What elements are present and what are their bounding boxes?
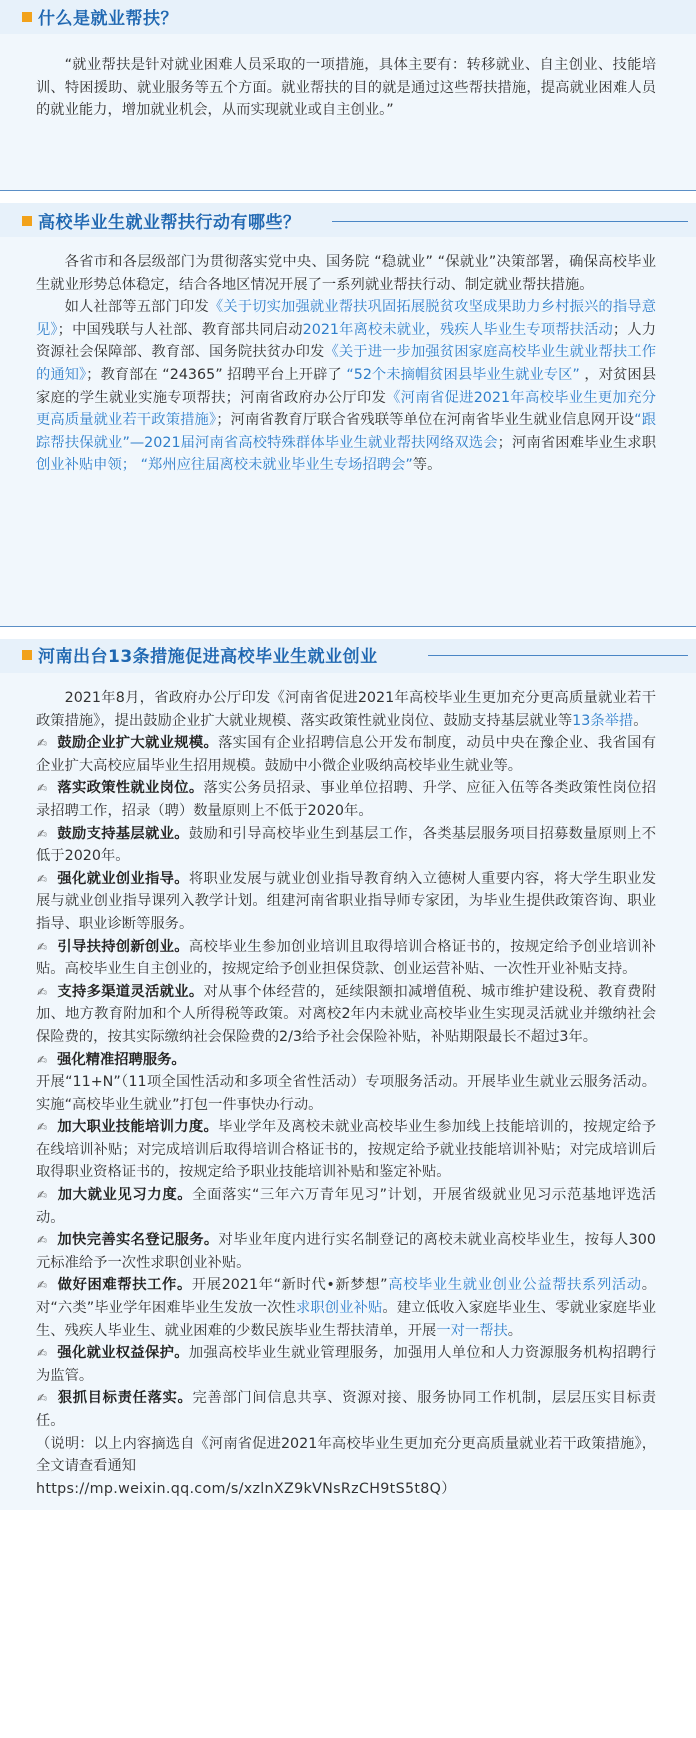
measure-heading: 强化精准招聘服务。 [57, 1051, 186, 1068]
inline-text: 加强高校毕业生就业管理服务，加强用人单位和人力资源服务机构招聘行为监管。 [36, 1345, 657, 1384]
inline-link[interactable]: 高校毕业生就业创业公益帮扶系列活动 [387, 1277, 642, 1294]
hand-pointer-icon: ✍ [37, 781, 48, 796]
measure-item [36, 1184, 656, 1229]
inline-link[interactable]: 《关于切实加强就业帮扶巩固拓展脱贫攻坚成果助力乡村振兴的指导意见》 [36, 299, 657, 338]
actions-paragraph-1: 各省市和各层级部门为贯彻落实党中央、国务院 “稳就业” “保就业”决策部署，确保高校毕业生就业形势总体稳定，结合各地区情况开展了一系列就业帮扶行动、制定就业帮扶措施。 [36, 254, 656, 293]
inline-text: 开展2021年“新时代•新梦想” [191, 1277, 388, 1294]
measure-item [36, 823, 656, 868]
measure-heading: 引导扶持创新创业。 [57, 938, 189, 955]
inline-link[interactable]: 2021年离校未就业，残疾人毕业生专项帮扶活动 [302, 321, 613, 338]
measure-heading: 加大就业见习力度。 [57, 1187, 193, 1204]
hand-pointer-icon: ✍ [37, 736, 48, 751]
section-body [0, 237, 696, 626]
inline-text: 。 [507, 1322, 523, 1339]
hand-pointer-icon: ✍ [37, 1346, 48, 1361]
inline-text: ；人力资源社会保障部、教育部、国务院扶贫办印发 [36, 321, 657, 361]
inline-link[interactable]: 《河南省促进2021年高校毕业生更加充分更高质量就业若干政策措施》 [36, 389, 656, 429]
measure-item [36, 1274, 656, 1342]
measure-heading: 鼓励企业扩大就业规模。 [57, 735, 219, 752]
measure-heading: 做好困难帮扶工作。 [57, 1277, 192, 1294]
measure-item [36, 1342, 656, 1387]
inline-text: 落实公务员招录、事业单位招聘、升学、应征入伍等各类政策性岗位招录招聘工作，招录（聘）数量原则上不低于2020年。 [36, 780, 657, 819]
measure-heading: 强化就业创业指导。 [57, 870, 189, 887]
section-header [0, 639, 696, 673]
inline-link[interactable]: “52个未摘帽贫困县毕业生就业专区” [346, 366, 580, 383]
title-rule [428, 655, 688, 656]
inline-text: 2021年8月，省政府办公厅印发《河南省促进2021年高校毕业生更加充分更高质量就业若干政策措施》，提出鼓励企业扩大就业规模、落实政策性就业岗位、鼓励支持基层就业等 [36, 690, 656, 729]
inline-text: ；河南省困难毕业生求职 [497, 434, 656, 451]
measure-item [36, 868, 656, 936]
measure-heading: 落实政策性就业岗位。 [57, 780, 204, 797]
title-rule [332, 221, 688, 222]
inline-link[interactable]: “跟踪帮扶保就业”—2021届河南省高校特殊群体毕业生就业帮扶网络双选会 [36, 412, 656, 451]
inline-text: 。对“六类”毕业学年困难毕业生发放一次性 [36, 1277, 656, 1317]
section-graduate-assistance-actions [0, 203, 696, 627]
hand-pointer-icon: ✍ [37, 1391, 48, 1406]
hand-pointer-icon: ✍ [37, 1052, 48, 1067]
inline-text: 对从事个体经营的，延续限额扣减增值税、城市维护建设税、教育费附加、地方教育附加和个人所得税等政策。对离校2年内未就业高校毕业生实现灵活就业并缴纳社会保险费的，按其实际缴纳社会保险费的2/3给予社会保险补贴，补贴期限最长不超过3年。 [36, 983, 657, 1045]
inline-text: 。 [633, 712, 648, 729]
section-header [0, 203, 696, 237]
measures-list [36, 732, 656, 1432]
section-title: 什么是就业帮扶？ [38, 9, 178, 29]
hand-pointer-icon: ✍ [37, 1233, 48, 1248]
inline-link[interactable]: 创业补贴申领； “郑州应往届离校未就业毕业生专场招聘会” [36, 457, 413, 474]
inline-text: ，对贫困县家庭的学生就业实施专项帮扶；河南省政府办公厅印发 [36, 366, 656, 406]
measure-item [36, 732, 656, 777]
hand-pointer-icon: ✍ [37, 939, 48, 954]
measure-heading: 鼓励支持基层就业。 [57, 825, 189, 842]
hand-pointer-icon: ✍ [37, 984, 48, 999]
inline-link[interactable]: 《关于进一步加强贫困家庭高校毕业生就业帮扶工作的通知》 [36, 344, 657, 383]
section-body [0, 673, 696, 1510]
measure-heading: 支持多渠道灵活就业。 [57, 983, 204, 1000]
measure-item [36, 777, 656, 822]
bullet-square-icon [22, 650, 32, 660]
inline-text: 如人社部等五部门印发 [64, 299, 209, 316]
measure-heading: 加大职业技能培训力度。 [57, 1119, 219, 1136]
definition-paragraph: “就业帮扶是针对就业困难人员采取的一项措施，具体主要有：转移就业、自主创业、技能培训、特困援助、就业服务等五个方面。就业帮扶的目的就是通过这些帮扶措施，提高就业困难人员的就业能力，增加就业机会，从而实现就业或自主创业。” [36, 57, 656, 119]
inline-text: 全面落实“三年六万青年见习”计划，开展省级就业见习示范基地评选活动。 [36, 1187, 656, 1226]
bullet-square-icon [22, 216, 32, 226]
measure-item-detail: 开展“11+N”（11项全国性活动和多项全省性活动）专项服务活动。开展毕业生就业云服务活动。实施“高校毕业生就业”打包一件事快办行动。 [36, 1074, 656, 1113]
section-body [0, 34, 696, 190]
hand-pointer-icon: ✍ [37, 1188, 48, 1203]
inline-text: 毕业学年及离校未就业高校毕业生参加线上技能培训的，按规定给予在线培训补贴；对完成培训后取得培训合格证书的，按规定给予就业技能培训补贴；对完成培训后取得职业资格证书的，按规定给予职业技能培训补贴和鉴定补贴。 [36, 1119, 657, 1181]
inline-text: 鼓励和引导高校毕业生到基层工作，各类基层服务项目招募数量原则上不低于2020年。 [36, 825, 657, 865]
measure-heading: 加快完善实名登记服务。 [57, 1232, 219, 1249]
inline-link[interactable]: 求职创业补贴 [295, 1300, 383, 1317]
measure-item [36, 1049, 656, 1072]
measures-intro-paragraph [36, 687, 656, 732]
inline-text: 对毕业年度内进行实名制登记的离校未就业高校毕业生，按每人300元标准给予一次性求职创业补贴。 [36, 1232, 656, 1271]
divider [0, 190, 696, 191]
section-title: 高校毕业生就业帮扶行动有哪些？ [38, 213, 301, 233]
measure-item [36, 981, 656, 1049]
section-title: 河南出台13条措施促进高校毕业生就业创业 [38, 647, 378, 667]
measure-item [36, 1116, 656, 1184]
hand-pointer-icon: ✍ [37, 1120, 48, 1135]
inline-link[interactable]: 一对一帮扶 [436, 1322, 508, 1339]
inline-text: ；河南省教育厅联合省残联等单位在河南省毕业生就业信息网开设 [216, 412, 635, 429]
inline-text: 将职业发展与就业创业指导教育纳入立德树人重要内容，将大学生职业发展与就业创业指导课列入教学计划。组建河南省职业指导师专家团，为毕业生提供政策咨询、职业指导、职业诊断等服务。 [36, 870, 657, 932]
measure-heading: 狠抓目标责任落实。 [57, 1390, 193, 1407]
bullet-square-icon [22, 12, 32, 22]
measure-item [36, 1229, 656, 1274]
actions-paragraph-2 [36, 296, 656, 477]
section-what-is-employment-assistance [0, 0, 696, 191]
inline-text: ；中国残联与人社部、教育部共同启动 [57, 321, 303, 338]
inline-text: ；教育部在 “24365” 招聘平台上开辟了 [86, 366, 347, 383]
inline-text: 完善部门间信息共享、资源对接、服务协同工作机制，层层压实目标责任。 [36, 1390, 656, 1429]
hand-pointer-icon: ✍ [37, 826, 48, 841]
inline-link[interactable]: 13条举措 [572, 712, 634, 729]
measure-item [36, 936, 656, 981]
section-header [0, 0, 696, 34]
measure-item [36, 1387, 656, 1432]
inline-text: 高校毕业生参加创业培训且取得培训合格证书的，按规定给予创业培训补贴。高校毕业生自主创业的，按规定给予创业担保贷款、创业运营补贴、一次性开业补贴支持。 [36, 938, 657, 978]
inline-text: 等。 [412, 457, 442, 474]
inline-text: 。建立低收入家庭毕业生、零就业家庭毕业生、残疾人毕业生、就业困难的少数民族毕业生帮扶清单，开展 [36, 1300, 657, 1339]
inline-text: 落实国有企业招聘信息公开发布制度，动员中央在豫企业、我省国有企业扩大高校应届毕业生招用规模。鼓励中小微企业吸纳高校毕业生就业等。 [36, 735, 657, 774]
divider [0, 626, 696, 627]
source-url: https://mp.weixin.qq.com/s/xzlnXZ9kVNsRzCH9tS5t8Q） [36, 1480, 456, 1497]
hand-pointer-icon: ✍ [37, 871, 48, 886]
source-note: （说明：以上内容摘选自《河南省促进2021年高校毕业生更加充分更高质量就业若干政策措施》，全文请查看通知 [36, 1435, 656, 1475]
measure-heading: 强化就业权益保护。 [57, 1345, 189, 1362]
section-henan-13-measures [0, 639, 696, 1510]
hand-pointer-icon: ✍ [37, 1278, 48, 1293]
